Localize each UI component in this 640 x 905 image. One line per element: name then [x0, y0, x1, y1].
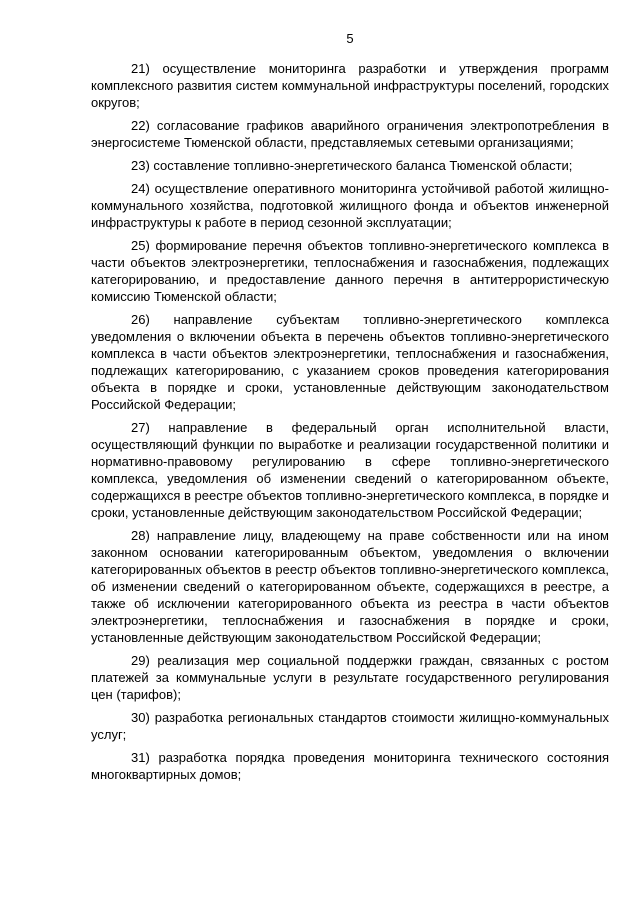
paragraph-29: 29) реализация мер социальной поддержки граждан, связанных с ростом платежей за коммунальные услуги в результате государственного регулирования цен (тарифов);	[91, 653, 609, 702]
paragraph-22: 22) согласование графиков аварийного ограничения электропотребления в энергосистеме Тюменской области, представляемых сетевыми организациями;	[91, 118, 609, 150]
paragraph-30: 30) разработка региональных стандартов стоимости жилищно-коммунальных услуг;	[91, 710, 609, 742]
paragraph-28: 28) направление лицу, владеющему на праве собственности или на ином законном основании категорированным объектом, уведомления о включении категорированных объектов в реестр объектов топливно-энергетического комплекса, об изменении сведений о категорированном объекте, содержащихся в реестре, а также об исключении категорированного объекта из реестра в части объектов электроэнергетики, теплоснабжения и газоснабжения в порядке и сроки, установленные действующим законодательством Российской Федерации;	[91, 528, 609, 645]
paragraph-31: 31) разработка порядка проведения мониторинга технического состояния многоквартирных домов;	[91, 750, 609, 782]
paragraph-24: 24) осуществление оперативного мониторинга устойчивой работой жилищно-коммунального хозяйства, подготовкой жилищного фонда и объектов инженерной инфраструктуры к работе в период сезонной эксплуатации;	[91, 181, 609, 230]
paragraph-27: 27) направление в федеральный орган исполнительной власти, осуществляющий функции по выработке и реализации государственной политики и нормативно-правовому регулированию в сфере топливно-энергетического комплекса, уведомления об изменении сведений о категорированном объекте, содержащихся в реестре объектов топливно-энергетического комплекса, в порядке и сроки, установленные действующим законодательством Российской Федерации;	[91, 420, 610, 520]
paragraph-25: 25) формирование перечня объектов топливно-энергетического комплекса в части объектов электроэнергетики, теплоснабжения и газоснабжения, подлежащих категорированию, и предоставление данного перечня в антитеррористическую комиссию Тюменской области;	[91, 238, 609, 304]
document-body	[91, 60, 609, 789]
paragraph-21: 21) осуществление мониторинга разработки и утверждения программ комплексного развития систем коммунальной инфраструктуры поселений, городских округов;	[91, 61, 609, 110]
paragraph-23: 23) составление топливно-энергетического баланса Тюменской области;	[131, 158, 573, 173]
page-number: 5	[346, 31, 354, 46]
paragraph-26: 26) направление субъектам топливно-энергетического комплекса уведомления о включении объекта в перечень объектов топливно-энергетического комплекса в части объектов электроэнергетики, теплоснабжения и газоснабжения, подлежащих категорированию, с указанием сроков проведения категорирования объекта в порядке и сроки, установленные действующим законодательством Российской Федерации;	[91, 312, 609, 412]
